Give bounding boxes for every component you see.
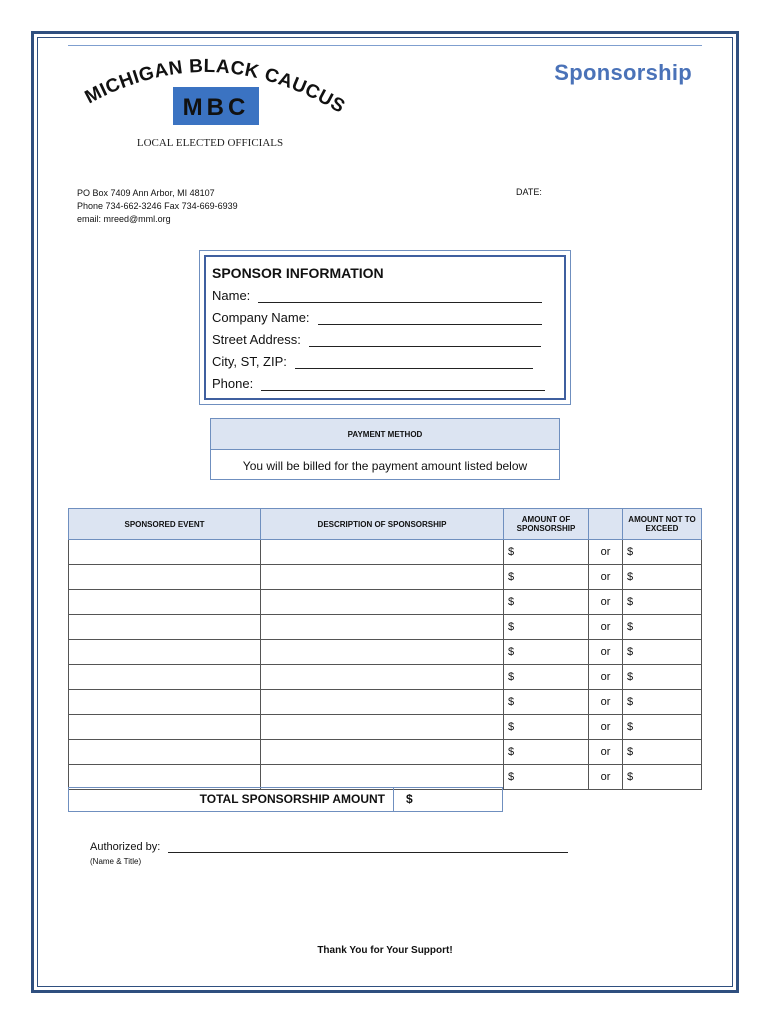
col-header-amount: AMOUNT OF SPONSORSHIP (504, 509, 589, 540)
or-cell: or (589, 715, 623, 740)
contact-email: email: mreed@mml.org (77, 214, 171, 224)
contact-phone: Phone 734-662-3246 Fax 734-669-6939 (77, 201, 238, 211)
event-cell[interactable] (69, 540, 261, 565)
sponsor-phone-field[interactable] (212, 376, 545, 391)
or-cell: or (589, 740, 623, 765)
description-cell[interactable] (261, 765, 504, 790)
amount-cell[interactable]: $ (504, 740, 589, 765)
amount-cell[interactable]: $ (504, 640, 589, 665)
description-cell[interactable] (261, 565, 504, 590)
description-cell[interactable] (261, 590, 504, 615)
field-label: City, ST, ZIP: (212, 354, 287, 369)
event-cell[interactable] (69, 765, 261, 790)
logo-subtitle: LOCAL ELECTED OFFICIALS (136, 137, 284, 149)
total-amount-field[interactable]: $ (406, 792, 413, 806)
event-cell[interactable] (69, 640, 261, 665)
authorized-by-sub: (Name & Title) (90, 857, 142, 866)
table-row (69, 615, 702, 640)
amount-cell[interactable]: $ (504, 765, 589, 790)
or-cell: or (589, 665, 623, 690)
total-label: TOTAL SPONSORSHIP AMOUNT (69, 788, 394, 811)
table-row (69, 715, 702, 740)
sponsor-street-field[interactable] (212, 332, 541, 347)
mbc-logo (68, 50, 353, 150)
amount-cell[interactable]: $ (504, 665, 589, 690)
table-row (69, 690, 702, 715)
description-cell[interactable] (261, 715, 504, 740)
description-cell[interactable] (261, 615, 504, 640)
col-header-or (589, 509, 623, 540)
or-cell: or (589, 765, 623, 790)
not-exceed-cell[interactable]: $ (623, 665, 702, 690)
or-cell: or (589, 615, 623, 640)
event-cell[interactable] (69, 590, 261, 615)
table-row (69, 540, 702, 565)
sponsor-name-field[interactable] (212, 288, 542, 303)
table-row (69, 640, 702, 665)
field-line[interactable] (261, 380, 545, 391)
description-cell[interactable] (261, 740, 504, 765)
not-exceed-cell[interactable]: $ (623, 765, 702, 790)
field-label: Street Address: (212, 332, 301, 347)
total-row (68, 787, 503, 812)
field-line[interactable] (318, 314, 542, 325)
table-row (69, 565, 702, 590)
page-title: Sponsorship (554, 60, 692, 85)
event-cell[interactable] (69, 715, 261, 740)
sponsorship-table (68, 508, 702, 790)
payment-method-note: You will be billed for the payment amount listed below (242, 458, 528, 473)
authorized-by-label: Authorized by: (90, 841, 161, 853)
not-exceed-cell[interactable]: $ (623, 640, 702, 665)
event-cell[interactable] (69, 740, 261, 765)
not-exceed-cell[interactable]: $ (623, 715, 702, 740)
field-label: Name: (212, 288, 251, 303)
logo-abbrev: MBC (182, 94, 250, 121)
col-header-not-exceed: AMOUNT NOT TO EXCEED (623, 509, 702, 540)
table-row (69, 590, 702, 615)
sponsor-city-field[interactable] (212, 354, 533, 369)
event-cell[interactable] (69, 665, 261, 690)
or-cell: or (589, 540, 623, 565)
date-label: DATE: (516, 187, 542, 197)
not-exceed-cell[interactable]: $ (623, 615, 702, 640)
description-cell[interactable] (261, 540, 504, 565)
not-exceed-cell[interactable]: $ (623, 565, 702, 590)
not-exceed-cell[interactable]: $ (623, 590, 702, 615)
or-cell: or (589, 590, 623, 615)
description-cell[interactable] (261, 665, 504, 690)
table-row (69, 765, 702, 790)
not-exceed-cell[interactable]: $ (623, 690, 702, 715)
not-exceed-cell[interactable]: $ (623, 740, 702, 765)
description-cell[interactable] (261, 640, 504, 665)
table-row (69, 740, 702, 765)
amount-cell[interactable]: $ (504, 565, 589, 590)
field-label: Company Name: (212, 310, 310, 325)
sponsor-info-box (199, 250, 571, 405)
field-line[interactable] (309, 336, 541, 347)
contact-block (77, 187, 238, 226)
amount-cell[interactable]: $ (504, 615, 589, 640)
sponsor-company-field[interactable] (212, 310, 542, 325)
contact-address: PO Box 7409 Ann Arbor, MI 48107 (77, 188, 215, 198)
col-header-description: DESCRIPTION OF SPONSORSHIP (261, 509, 504, 540)
amount-cell[interactable]: $ (504, 540, 589, 565)
top-rule (68, 45, 702, 46)
description-cell[interactable] (261, 690, 504, 715)
col-header-event: SPONSORED EVENT (69, 509, 261, 540)
field-label: Phone: (212, 376, 254, 391)
authorized-by-line[interactable] (168, 844, 568, 853)
authorized-by-field[interactable] (90, 841, 568, 853)
sponsor-info-title: SPONSOR INFORMATION (212, 265, 384, 281)
amount-cell[interactable]: $ (504, 590, 589, 615)
or-cell: or (589, 640, 623, 665)
payment-method-box (210, 418, 560, 480)
table-row (69, 665, 702, 690)
amount-cell[interactable]: $ (504, 715, 589, 740)
event-cell[interactable] (69, 565, 261, 590)
payment-method-heading: PAYMENT METHOD (211, 419, 559, 450)
or-cell: or (589, 565, 623, 590)
table-header-row (69, 509, 702, 540)
event-cell[interactable] (69, 615, 261, 640)
event-cell[interactable] (69, 690, 261, 715)
amount-cell[interactable]: $ (504, 690, 589, 715)
or-cell: or (589, 690, 623, 715)
field-line[interactable] (258, 292, 542, 303)
not-exceed-cell[interactable]: $ (623, 540, 702, 565)
logo-arc-text: MICHIGAN BLACK CAUCUS (81, 55, 349, 118)
thanks-message: Thank You for Your Support! (317, 945, 453, 956)
field-line[interactable] (295, 358, 533, 369)
